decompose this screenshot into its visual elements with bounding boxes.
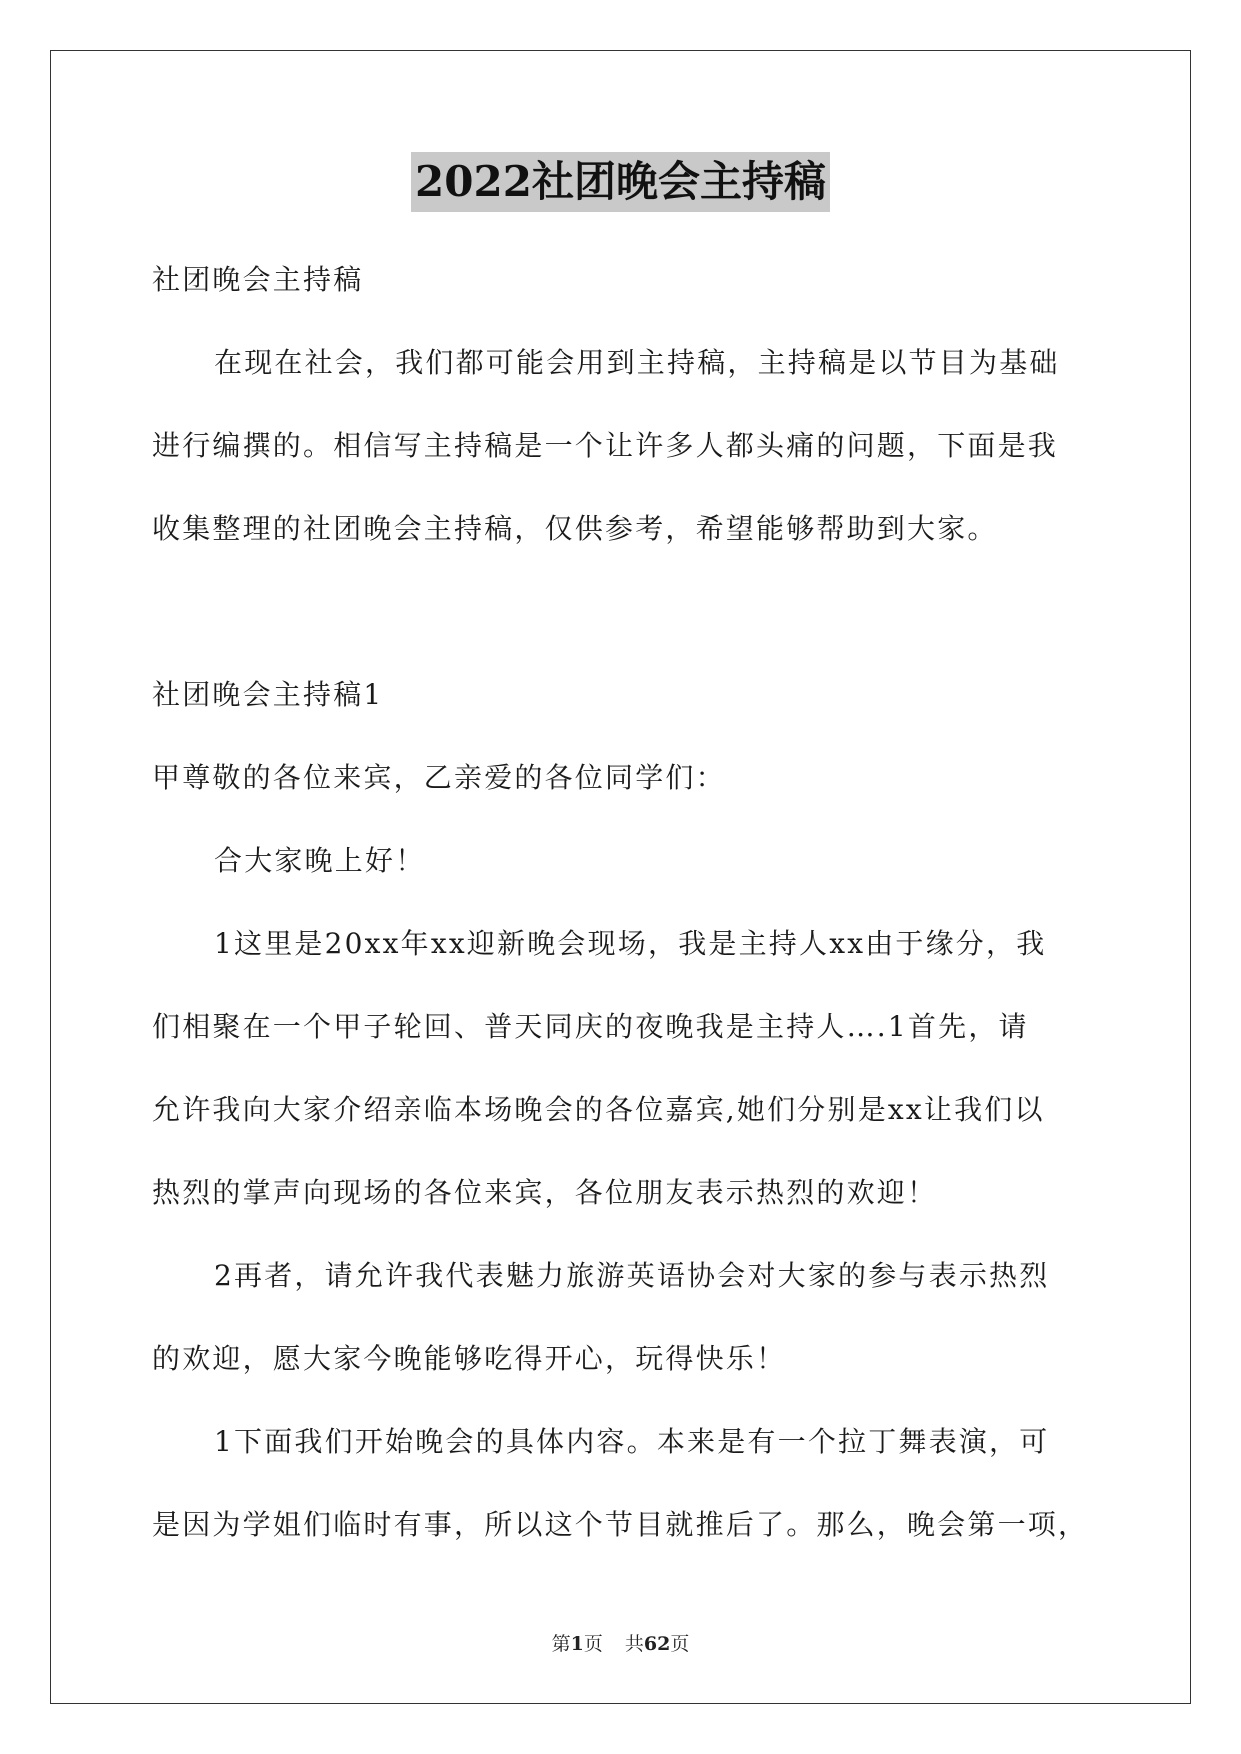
total-suffix: 页 bbox=[670, 1633, 690, 1655]
body-line: 合大家晚上好！ bbox=[214, 844, 426, 877]
body-line: 允许我向大家介绍亲临本场晚会的各位嘉宾,她们分别是xx让我们以 bbox=[152, 1093, 1045, 1126]
intro-line: 进行编撰的。相信写主持稿是一个让许多人都头痛的问题，下面是我 bbox=[152, 429, 1059, 462]
document-title: 2022社团晚会主持稿 bbox=[411, 152, 830, 212]
page-number: 1 bbox=[570, 1633, 584, 1655]
intro-line: 在现在社会，我们都可能会用到主持稿，主持稿是以节目为基础 bbox=[214, 346, 1060, 379]
body-line: 2再者，请允许我代表魅力旅游英语协会对大家的参与表示热烈 bbox=[214, 1259, 1050, 1292]
body-line: 甲尊敬的各位来宾，乙亲爱的各位同学们： bbox=[152, 761, 726, 794]
intro-line: 收集整理的社团晚会主持稿，仅供参考，希望能够帮助到大家。 bbox=[152, 512, 998, 545]
section-title: 社团晚会主持稿1 bbox=[152, 678, 384, 711]
page-suffix: 页 bbox=[583, 1633, 603, 1655]
title-container bbox=[0, 152, 1241, 212]
body-line: 们相聚在一个甲子轮回、普天同庆的夜晚我是主持人….1首先，请 bbox=[152, 1010, 1029, 1043]
body-line: 热烈的掌声向现场的各位来宾，各位朋友表示热烈的欢迎！ bbox=[152, 1176, 938, 1209]
total-prefix: 共 bbox=[624, 1633, 644, 1655]
document-body bbox=[152, 238, 1092, 1566]
page-footer bbox=[0, 1632, 1241, 1656]
page-prefix: 第 bbox=[551, 1633, 571, 1655]
body-line: 的欢迎，愿大家今晚能够吃得开心，玩得快乐！ bbox=[152, 1342, 787, 1375]
paragraph-gap bbox=[152, 570, 1092, 653]
total-pages: 62 bbox=[643, 1633, 671, 1655]
body-line: 1这里是20xx年xx迎新晚会现场，我是主持人xx由于缘分，我 bbox=[214, 927, 1047, 960]
heading: 社团晚会主持稿 bbox=[152, 263, 364, 296]
body-line: 是因为学姐们临时有事，所以这个节目就推后了。那么，晚会第一项， bbox=[152, 1508, 1089, 1541]
body-line: 1下面我们开始晚会的具体内容。本来是有一个拉丁舞表演，可 bbox=[214, 1425, 1050, 1458]
body-lines bbox=[152, 736, 1092, 1566]
